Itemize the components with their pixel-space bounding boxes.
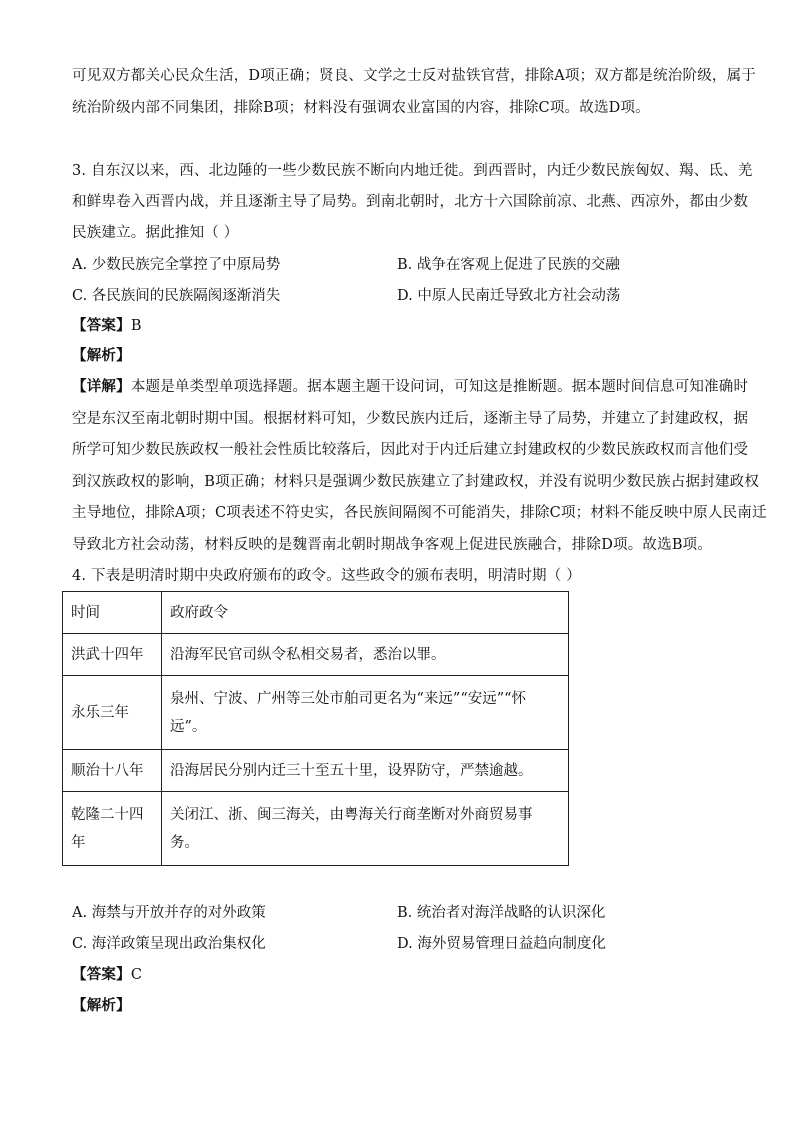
q4-answer-value: C [130, 967, 143, 983]
q3-detail-label: 【详解】 [72, 378, 131, 395]
q4-option-d: D. 海外贸易管理日益趋向制度化 [397, 936, 606, 952]
table-cell-decree: 泉州、宁波、广州等三处市舶司更名为“来远”“安远”“怀远”。 [162, 676, 569, 750]
table-cell-decree: 沿海军民官司纵令私相交易者，悉治以罪。 [162, 634, 569, 676]
table-cell-time: 永乐三年 [63, 676, 162, 750]
q3-stem-line-3: 民族建立。据此推知（ ） [72, 225, 239, 241]
table-row [63, 792, 569, 866]
q3-answer-label: 【答案】 [72, 317, 131, 334]
q3-answer-value: B [130, 318, 142, 334]
q3-detail-line-3: 所学可知少数民族政权一般社会性质比较落后，因此对于内迁后建立封建政权的少数民族政权而言他们受 [72, 442, 749, 458]
q3-detail-line-1 [72, 377, 748, 397]
q3-option-a: A. 少数民族完全掌控了中原局势 [72, 257, 281, 273]
prev-explanation-line-1: 可见双方都关心民众生活，D项正确；贤良、文学之士反对盐铁官营，排除A项；双方都是统治阶级，属于 [72, 68, 756, 84]
q3-detail-line-2: 空是东汉至南北朝时期中国。根据材料可知，少数民族内迁后，逐渐主导了局势，并建立了封建政权，据 [72, 411, 749, 427]
q4-answer [72, 965, 142, 985]
q3-stem-line-2: 和鲜卑卷入西晋内战，并且逐渐主导了局势。到南北朝时，北方十六国除前凉、北燕、西凉外，都由少数 [72, 194, 749, 210]
table-cell-decree: 沿海居民分别内迁三十至五十里，设界防守，严禁逾越。 [162, 750, 569, 792]
q3-option-d: D. 中原人民南迁导致北方社会动荡 [397, 288, 621, 304]
q3-stem-line-1: 3. 自东汉以来，西、北边陲的一些少数民族不断向内地迁徙。到西晋时，内迁少数民族匈奴、羯、氐、羌 [72, 163, 753, 179]
table-row [63, 634, 569, 676]
q3-option-c: C. 各民族间的民族隔阂逐渐消失 [72, 288, 281, 304]
q4-option-b: B. 统治者对海洋战略的认识深化 [397, 905, 606, 921]
q3-analysis-label: 【解析】 [72, 347, 131, 364]
table-row [63, 676, 569, 750]
table-header-decree: 政府政令 [162, 592, 569, 634]
q4-stem: 4. 下表是明清时期中央政府颁布的政令。这些政令的颁布表明，明清时期（ ） [72, 568, 581, 584]
q4-option-c: C. 海洋政策呈现出政治集权化 [72, 936, 266, 952]
table-cell-decree: 关闭江、浙、闽三海关，由粤海关行商垄断对外商贸易事务。 [162, 792, 569, 866]
prev-explanation-line-2: 统治阶级内部不同集团，排除B项；材料没有强调农业富国的内容，排除C项。故选D项。 [72, 100, 650, 116]
table-cell-time: 顺治十八年 [63, 750, 162, 792]
table-header-time: 时间 [63, 592, 162, 634]
q4-answer-label: 【答案】 [72, 966, 131, 983]
table-cell-time: 乾隆二十四年 [63, 792, 162, 866]
decree-table [62, 591, 569, 866]
q3-detail-line-4: 到汉族政权的影响，B项正确；材料只是强调少数民族建立了封建政权，并没有说明少数民族占据封建政权 [72, 474, 760, 490]
q3-detail-line-6: 导致北方社会动荡，材料反映的是魏晋南北朝时期战争客观上促进民族融合，排除D项。故选B项。 [72, 537, 713, 553]
q4-option-a: A. 海禁与开放并存的对外政策 [72, 905, 266, 921]
q3-option-b: B. 战争在客观上促进了民族的交融 [397, 257, 620, 273]
q3-detail-line-5: 主导地位，排除A项；C项表述不符史实，各民族间隔阂不可能消失，排除C项；材料不能反映中原人民南迁 [72, 505, 767, 521]
table-header-row [63, 592, 569, 634]
table-row [63, 750, 569, 792]
table-cell-time: 洪武十四年 [63, 634, 162, 676]
q4-analysis-label: 【解析】 [72, 997, 131, 1014]
q3-detail-text-1: 本题是单类型单项选择题。据本题主题干设问词，可知这是推断题。据本题时间信息可知准确时 [130, 379, 749, 395]
q3-answer [72, 316, 142, 336]
